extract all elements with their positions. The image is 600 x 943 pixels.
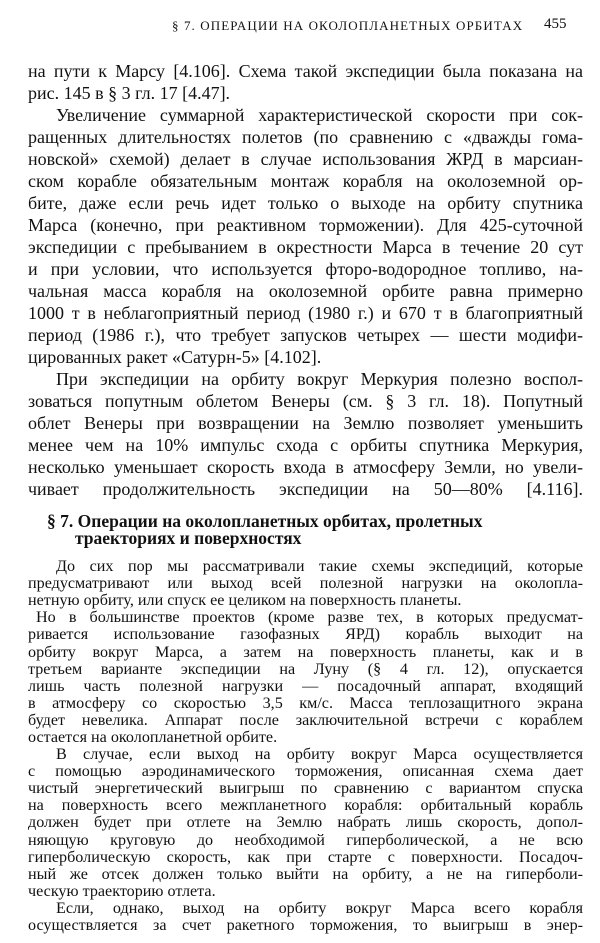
text-line: орбиту вокруг Марса, а затем на поверхность планеты, как и в bbox=[28, 643, 583, 661]
text-line: Увеличение суммарной характеристической скорости при сок- bbox=[56, 105, 583, 125]
text-line: экспедиции с пребыванием в окрестности Марса в течение 20 сут bbox=[28, 237, 583, 257]
text-line: третьем варианте экспедиции на Луну (§ 4 гл. 12), опускается bbox=[28, 660, 583, 678]
text-line: нетную орбиту, или спуск ее целиком на поверхность планеты. bbox=[28, 592, 462, 610]
text-line: в атмосферу со скоростью 3,5 км/с. Масса теплозащитного экрана bbox=[28, 694, 583, 712]
text-line: будет невелика. Аппарат после заключительной встречи с кораблем bbox=[28, 711, 583, 729]
text-line: новской» схемой) делает в случае использования ЖРД в марсиан- bbox=[28, 149, 583, 169]
text-line: Марса (конечно, при реактивном торможении). Для 425-суточной bbox=[28, 215, 583, 235]
text-line: До сих пор мы рассматривали такие схемы экспедиций, которые bbox=[56, 558, 583, 576]
text-line: бите, даже если речь идет только о выходе на орбиту спутника bbox=[28, 193, 583, 213]
text-line: чивает продолжительность экспедиции на 50—80% [4.116]. bbox=[28, 479, 583, 499]
heading-line: траекториях и поверхностях bbox=[75, 528, 302, 549]
text-line: няющую круговую до необходимой гиперболической, а не всю bbox=[28, 831, 583, 849]
text-line: цированных ракет «Сатурн-5» [4.102]. bbox=[28, 347, 322, 367]
text-line: период (1986 г.), что требует запусков четырех — шести модифи- bbox=[28, 325, 583, 345]
heading-line: § 7. Операции на околопланетных орбитах, пролетных bbox=[47, 511, 483, 531]
text-line: зоваться попутным облетом Венеры (см. § 3 гл. 18). Попутный bbox=[28, 391, 583, 411]
text-line: Но в большинстве проектов (кроме разве тех, в которых предусмат- bbox=[36, 609, 583, 627]
header-title: § 7. ОПЕРАЦИИ НА ОКОЛОПЛАНЕТНЫХ ОРБИТАХ bbox=[172, 18, 524, 33]
text-line: на пути к Марсу [4.106]. Схема такой экспедиции была показана на bbox=[28, 61, 583, 81]
text-line: ращенных длительностях полетов (по сравнению с «дважды гома- bbox=[28, 127, 583, 147]
text-line: должен будет при отлете на Землю набрать лишь скорость, допол- bbox=[28, 814, 583, 832]
text-line: несколько уменьшает скорость входа в атмосферу Земли, но увели- bbox=[28, 457, 583, 477]
text-line: на поверхность всего межпланетного корабля: орбитальный корабль bbox=[28, 797, 583, 815]
text-line: чистый энергетический выигрыш по сравнению с вариантом спуска bbox=[28, 780, 583, 798]
text-line: При экспедиции на орбиту вокруг Меркурия полезно воспол- bbox=[56, 369, 583, 389]
text-line: ском корабле обязательным монтаж корабля на околоземной ор- bbox=[28, 171, 583, 191]
page-number: 455 bbox=[544, 16, 567, 32]
text-line: гиперболическую скорость, как при старте с поверхности. Посадоч- bbox=[28, 848, 583, 866]
text-line: В случае, если выход на орбиту вокруг Марса осуществляется bbox=[56, 746, 583, 764]
text-line: ный же отсек должен только выйти на орбиту, а не на гиперболи- bbox=[28, 865, 583, 883]
text-line: менее чем на 10% импульс схода с орбиты спутника Меркурия, bbox=[28, 435, 583, 455]
text-line: облет Венеры при возвращении на Землю позволяет уменьшить bbox=[28, 413, 583, 433]
text-line: рис. 145 в § 3 гл. 17 [4.47]. bbox=[28, 83, 231, 103]
text-line: и при условии, что используется фторо-водородное топливо, на- bbox=[28, 259, 583, 279]
text-line: ческую траекторию отлета. bbox=[28, 882, 216, 900]
text-line: предусматривают или выход всей полезной нагрузки на околопла- bbox=[28, 575, 583, 593]
text-line: 1000 т в неблагоприятный период (1980 г.) и 670 т в благоприятный bbox=[28, 303, 583, 323]
text-line: осуществляется за счет ракетного торможения, то выигрыш в энер- bbox=[28, 917, 583, 934]
text-line: остается на околопланетной орбите. bbox=[28, 728, 278, 746]
text-line: лишь часть полезной нагрузки — посадочный аппарат, входящий bbox=[28, 677, 583, 695]
text-line: с помощью аэродинамического торможения, описанная схема дает bbox=[28, 763, 583, 781]
text-line: Если, однако, выход на орбиту вокруг Марса всего корабля bbox=[56, 899, 583, 917]
text-line: чальная масса корабля на околоземной орбите равна примерно bbox=[28, 281, 583, 301]
running-header bbox=[0, 14, 600, 36]
text-line: ривается использование газофазных ЯРД) корабль выходит на bbox=[28, 626, 583, 644]
